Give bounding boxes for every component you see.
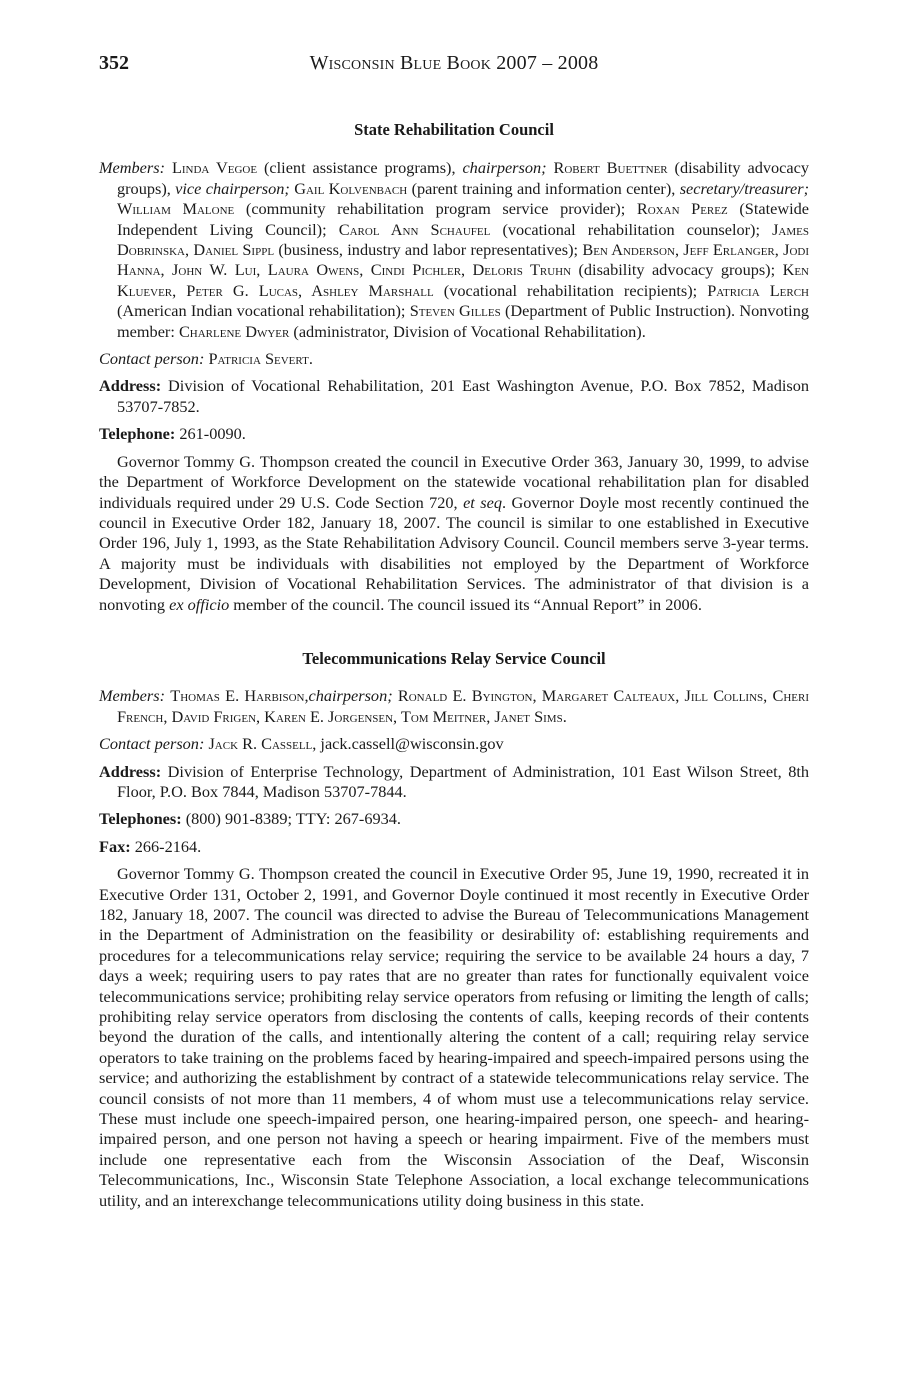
telephone-text: 261-0090.: [179, 424, 246, 444]
address-label: Address:: [99, 761, 162, 781]
contact-entry: [99, 734, 809, 754]
member-name: Thomas E. Harbison,: [170, 686, 309, 706]
member-role: (business, industry and labor representatives);: [274, 240, 583, 260]
description-paragraph: Governor Tommy G. Thompson created the council in Executive Order 363, January 30, 1999, to advise the Department of Workforce Development on the statewide vocational rehabilitation plan for disabled individuals required under 29 U.S. Code Section 720, et seq. Governor Doyle most recently continued the council in Executive Order 182, January 18, 2007. The council is similar to one established in Executive Order 196, July 1, 1993, as the State Rehabilitation Advisory Council. Council members serve 3-year terms. A majority must be individuals with disabilities not employed by the Department of Workforce Development, Division of Vocational Rehabilitation Services. The administrator of that division is a nonvoting ex officio member of the council. The council issued its “Annual Report” in 2006.: [99, 451, 810, 614]
running-title: Wisconsin Blue Book 2007 – 2008: [309, 52, 599, 74]
telephone-entry: [99, 809, 809, 829]
member-name: Patricia Lerch: [707, 280, 809, 300]
member-role: (parent training and information center),: [407, 178, 680, 198]
contact-email: , jack.cassell@wisconsin.gov: [312, 734, 504, 754]
member-role: (vocational rehabilitation recipients);: [433, 280, 708, 300]
fax-text: 266-2164.: [134, 836, 202, 856]
member-name: Carol Ann Schaufel: [338, 219, 491, 239]
contact-name: Patricia Severt: [208, 349, 309, 369]
address-text: Division of Enterprise Technology, Department of Administration, 101 East Wilson Street, 8th Floor, P.O. Box 7844, Madison 53707-7844.: [117, 761, 810, 801]
member-role: (vocational rehabilitation counselor);: [490, 219, 773, 239]
members-entry: [99, 158, 809, 342]
member-name: Robert Buettner: [553, 158, 668, 178]
member-name: Gail Kolvenbach: [294, 178, 408, 198]
member-office: secretary/treasurer;: [679, 178, 810, 198]
description-paragraph: Governor Tommy G. Thompson created the council in Executive Order 95, June 19, 1990, recreated it in Executive Order 131, October 2, 1991, and Governor Doyle continued it most recently in Executive Order 182, January 18, 2007. The council was directed to advise the Bureau of Telecommunications Management in the Department of Administration on the feasibility or desirability of: establishing requirements and procedures for a telecommunications relay service; requiring the service to be available 24 hours a day, 7 days a week; requiring users to pay rates that are no greater than rates for functionally equivalent voice telecommunications service; prohibiting relay service operators from refusing or limiting the length of calls; prohibiting relay service operators from disclosing the contents of calls, keeping records of their contents beyond the duration of the calls, and intentionally altering the content of a call; requiring relay service operators to take training on the problems faced by hearing-impaired and speech-impaired persons using the service; and authorizing the establishment by contract of a statewide telecommunications relay service. The council consists of not more than 11 members, 4 of whom must use a telecommunications relay service. These must include one speech-impaired person, one hearing-impaired person, one speech- and hearing-impaired person, and one person not having a speech or hearing impairment. Five of the members must include one representative each from the Wisconsin Association of the Deaf, Wisconsin Telecommunications, Inc., Wisconsin State Telephone Association, a local exchange telecommunications utility, and an interexchange telecommunications utility doing business in this state.: [99, 864, 809, 1210]
fax-label: Fax:: [99, 836, 131, 856]
address-text: Division of Vocational Rehabilitation, 201 East Washington Avenue, P.O. Box 7852, Madison 53707-7852.: [117, 376, 809, 416]
member-role: (disability advocacy groups);: [571, 260, 783, 280]
telephone-label: Telephone:: [99, 424, 176, 444]
telephone-entry: [99, 424, 809, 444]
member-role: (Department of Public Instruction). Nonvoting member:: [117, 301, 809, 341]
section-heading-telecommunications-relay-service-council: Telecommunications Relay Service Council: [302, 648, 606, 668]
address-label: Address:: [99, 376, 162, 396]
address-entry: [99, 376, 809, 417]
member-name: Ben Anderson, Jeff Erlanger, Jodi Hanna, John W. Lui, Laura Owens, Cindi Pichler, Deloris Truhn: [117, 240, 809, 280]
member-role: (disability advocacy groups),: [117, 158, 809, 198]
member-office: chairperson;: [308, 686, 393, 706]
member-role: (administrator, Division of Vocational Rehabilitation).: [289, 321, 646, 341]
page-content: [99, 120, 809, 1211]
address-entry: [99, 762, 809, 803]
members-label: Members:: [99, 686, 166, 706]
member-name: Ronald E. Byington, Margaret Calteaux, Jill Collins, Cheri French, David Frigen, Karen E. Jorgensen, Tom Meitner, Janet Sims: [117, 686, 809, 726]
contact-label: Contact person:: [99, 349, 205, 369]
page-number: 352: [99, 52, 129, 74]
members-entry: Members: Thomas E. Harbison,chairperson; Ronald E. Byington, Margaret Calteaux, Jill Collins, Cheri French, David Frigen, Karen E. Jorgensen, Tom Meitner, Janet Sims.: [99, 686, 809, 726]
member-name: Steven Gilles: [409, 301, 501, 321]
member-name: James Dobrinska, Daniel Sippl: [117, 219, 809, 260]
member-role: (American Indian vocational rehabilitation);: [117, 301, 410, 321]
contact-name: Jack R. Cassell: [208, 734, 313, 754]
member-office: vice chairperson;: [175, 178, 290, 198]
page-header: [99, 52, 809, 84]
member-office: chairperson;: [462, 158, 547, 178]
telephone-label: Telephones:: [99, 809, 182, 829]
member-role: (Statewide Independent Living Council);: [117, 199, 809, 239]
members-label: Members:: [99, 158, 166, 178]
member-name: Ken Kluever, Peter G. Lucas, Ashley Marshall: [117, 260, 809, 300]
telephone-text: (800) 901-8389; TTY: 267-6934.: [185, 809, 401, 829]
member-name: Linda Vegoe: [171, 158, 258, 178]
member-name: Roxan Perez: [636, 199, 728, 219]
contact-label: Contact person:: [99, 734, 205, 754]
section-heading-state-rehabilitation-council: State Rehabilitation Council: [354, 120, 554, 139]
fax-entry: [99, 837, 809, 857]
contact-entry: Contact person: Patricia Severt.: [99, 349, 313, 369]
member-name: Charlene Dwyer: [178, 321, 290, 341]
member-role: (community rehabilitation program service provider);: [234, 199, 637, 219]
member-name: William Malone: [117, 199, 235, 219]
member-role: (client assistance programs),: [257, 158, 463, 178]
